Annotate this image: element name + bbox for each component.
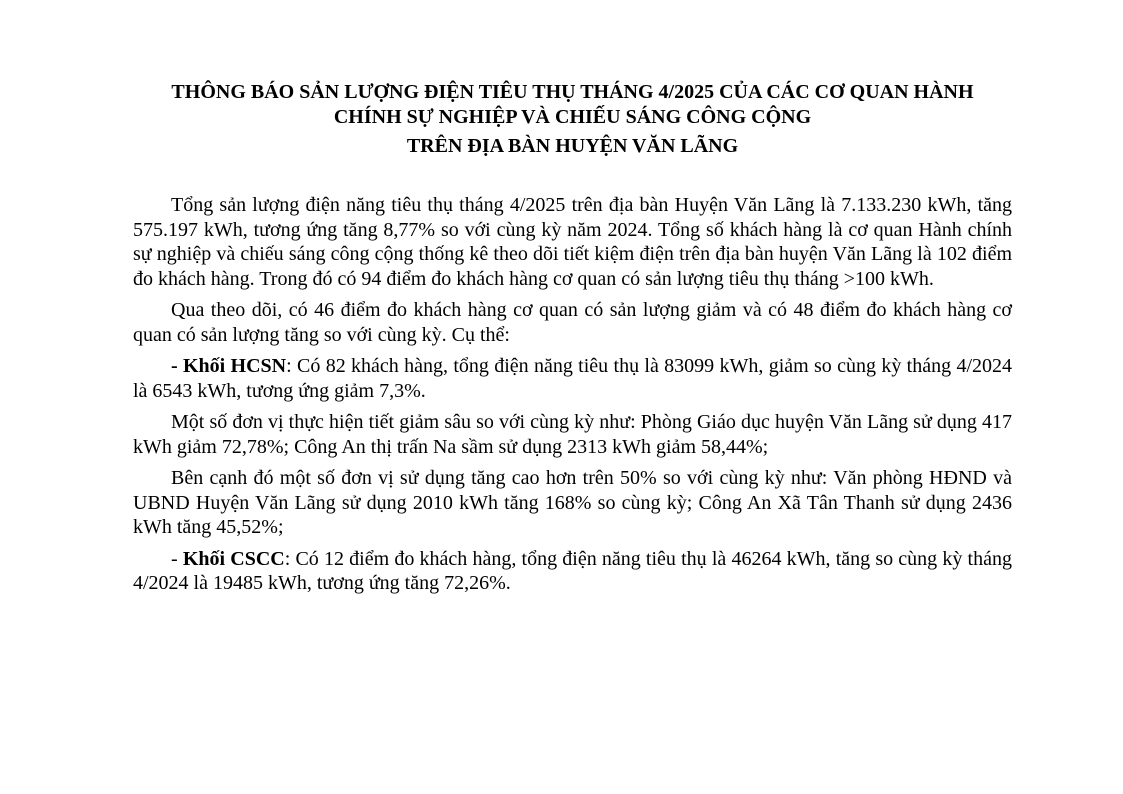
- document-title: [133, 80, 1012, 159]
- paragraph-hcsn: [133, 354, 1012, 403]
- document-body: [133, 193, 1012, 596]
- paragraph-summary: Tổng sản lượng điện năng tiêu thụ tháng 4/2025 trên địa bàn Huyện Văn Lãng là 7.133.230 kWh, tăng 575.197 kWh, tương ứng tăng 8,77% so với cùng kỳ năm 2024. Tổng số khách hàng là cơ quan Hành chính sự nghiệp và chiếu sáng công cộng thống kê theo dõi tiết kiệm điện trên địa bàn huyện Văn Lãng là 102 điểm đo khách hàng. Trong đó có 94 điểm đo khách hàng cơ quan có sản lượng tiêu thụ tháng >100 kWh.: [133, 194, 1012, 290]
- title-line-1: THÔNG BÁO SẢN LƯỢNG ĐIỆN TIÊU THỤ THÁNG 4/2025 CỦA CÁC CƠ QUAN HÀNH: [171, 81, 974, 103]
- cscc-text: : Có 12 điểm đo khách hàng, tổng điện năng tiêu thụ là 46264 kWh, tăng so cùng kỳ tháng 4/2024 là 19485 kWh, tương ứng tăng 72,26%.: [133, 547, 1012, 594]
- paragraph-reductions: Một số đơn vị thực hiện tiết giảm sâu so với cùng kỳ như: Phòng Giáo dục huyện Văn Lãng sử dụng 417 kWh giảm 72,78%; Công An thị trấn Na sầm sử dụng 2313 kWh giảm 58,44%;: [133, 411, 1012, 458]
- paragraph-cscc: [133, 547, 1012, 596]
- cscc-prefix: -: [171, 547, 183, 570]
- document-page: [133, 80, 1012, 603]
- title-line-2: CHÍNH SỰ NGHIỆP VÀ CHIẾU SÁNG CÔNG CỘNG: [333, 106, 812, 128]
- paragraph-monitoring: Qua theo dõi, có 46 điểm đo khách hàng cơ quan có sản lượng giảm và có 48 điểm đo khách hàng cơ quan có sản lượng tăng so với cùng kỳ. Cụ thể:: [133, 299, 1012, 346]
- hcsn-label: - Khối HCSN: [171, 355, 287, 377]
- title-line-3: TRÊN ĐỊA BÀN HUYỆN VĂN LÃNG: [406, 135, 739, 157]
- hcsn-text: : Có 82 khách hàng, tổng điện năng tiêu thụ là 83099 kWh, giảm so cùng kỳ tháng 4/2024 là 6543 kWh, tương ứng giảm 7,3%.: [133, 355, 1012, 402]
- cscc-label: Khối CSCC: [182, 547, 285, 570]
- paragraph-increases: Bên cạnh đó một số đơn vị sử dụng tăng cao hơn trên 50% so với cùng kỳ như: Văn phòng HĐND và UBND Huyện Văn Lãng sử dụng 2010 kWh tăng 168% so cùng kỳ; Công An Xã Tân Thanh sử dụng 2436 kWh tăng 45,52%;: [133, 467, 1012, 538]
